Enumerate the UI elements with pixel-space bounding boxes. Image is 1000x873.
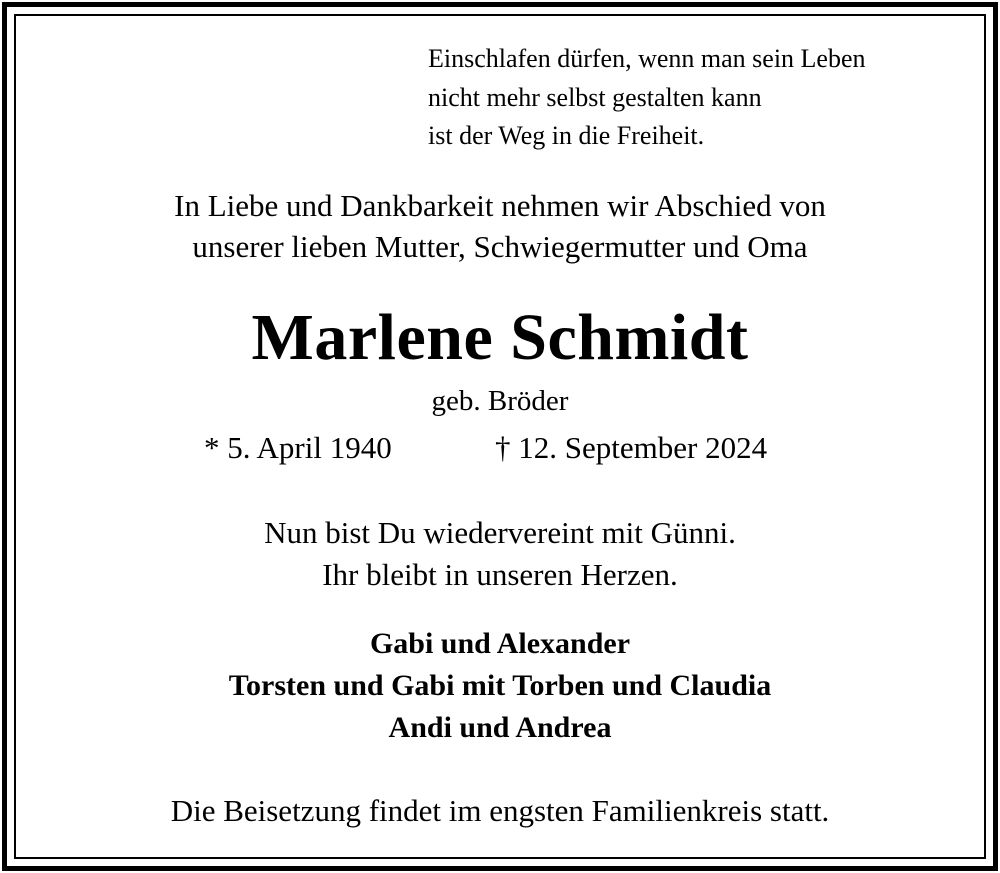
intro-line-1: In Liebe und Dankbarkeit nehmen wir Abschied von xyxy=(174,188,826,223)
life-dates xyxy=(0,432,1000,466)
deceased-name: Marlene Schmidt xyxy=(251,301,749,374)
family-line-1: Gabi und Alexander xyxy=(369,627,631,660)
family-line-2: Torsten und Gabi mit Torben und Claudia xyxy=(228,669,772,702)
birth-name: geb. Bröder xyxy=(431,385,569,417)
birth-date: * 5. April 1940 xyxy=(204,430,392,465)
motto-line-2: nicht mehr selbst gestalten kann xyxy=(428,83,762,112)
family-line-3: Andi und Andrea xyxy=(388,711,612,744)
motto-line-3: ist der Weg in die Freiheit. xyxy=(428,121,705,150)
death-date: † 12. September 2024 xyxy=(495,430,768,465)
motto-line-1: Einschlafen dürfen, wenn man sein Leben xyxy=(428,44,866,73)
reunion-line-1: Nun bist Du wiedervereint mit Günni. xyxy=(264,515,736,550)
reunion-line-2: Ihr bleibt in unseren Herzen. xyxy=(322,557,678,592)
funeral-note: Die Beisetzung findet im engsten Familienkreis statt. xyxy=(170,793,830,828)
intro-line-2: unserer lieben Mutter, Schwiegermutter und Oma xyxy=(192,229,808,264)
